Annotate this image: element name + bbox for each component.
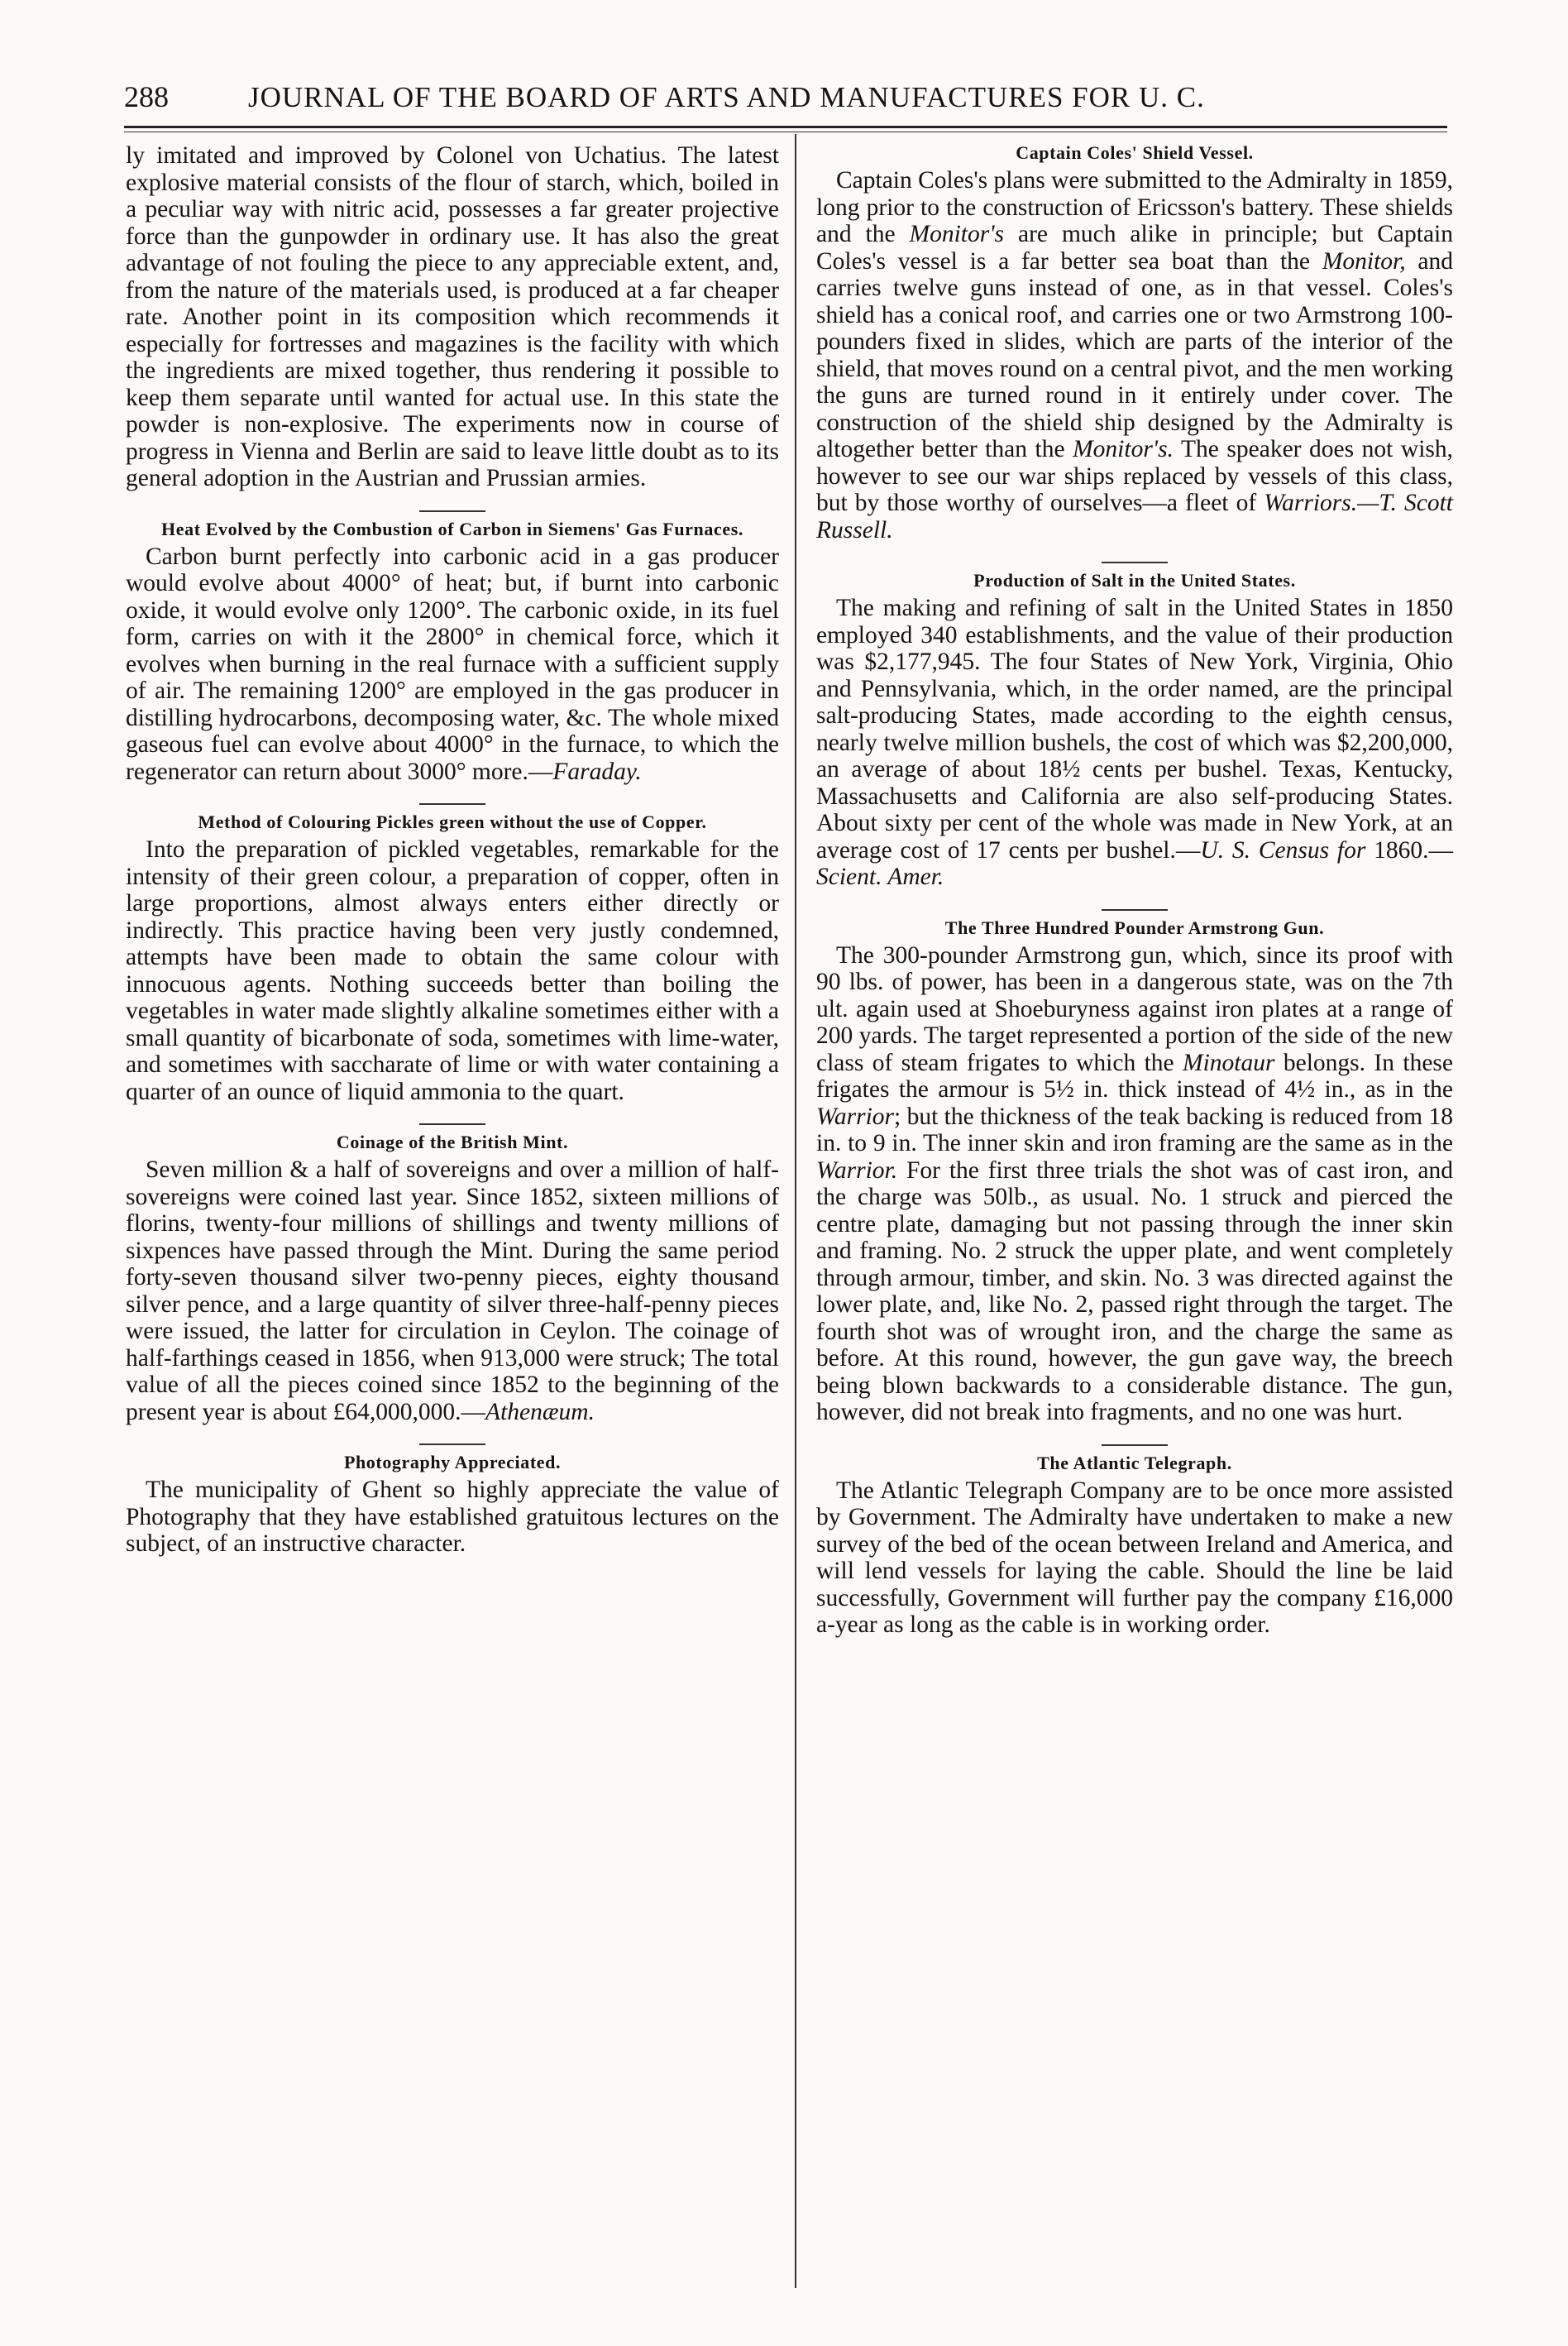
running-head: JOURNAL OF THE BOARD OF ARTS AND MANUFACTURES FOR U. C. (248, 81, 1205, 113)
article-salt (816, 570, 1453, 891)
article-armstrong-gun (816, 917, 1453, 1426)
article-separator (1102, 909, 1168, 911)
article-body: Carbon burnt perfectly into carbonic acid in a gas producer would evolve about 4000° of heat; but, if burnt into carbonic oxide, it would evolve only 1200°. The carbonic oxide, in its fuel form, carries on with it the 2800° in chemical force, which it evolves when burning in the real furnace with a sufficient supply of air. The remaining 1200° are employed in the gas producer in distilling hydrocarbons, decomposing water, &c. The whole mixed gaseous fuel can evolve about 4000° in the furnace, to which the regenerator can return about 3000° more.—Faraday. (126, 543, 779, 785)
left-column (126, 142, 779, 1558)
article-separator (419, 510, 485, 512)
article-separator (419, 803, 485, 805)
article-continuation (126, 142, 779, 492)
article-headline: Production of Salt in the United States. (973, 570, 1296, 591)
article-headline: The Atlantic Telegraph. (1037, 1452, 1232, 1473)
article-headline: Captain Coles' Shield Vessel. (1016, 142, 1254, 163)
article-separator (1102, 1444, 1168, 1446)
article-body: The 300-pounder Armstrong gun, which, since its proof with 90 lbs. of power, has been in a dangerous state, was on the 7th ult. again used at Shoeburyness against iron plates at a range of 200 yards. The target represented a portion of the side of the new class of steam frigates to which the Minotaur belongs. In these frigates the armour is 5½ in. thick instead of 4½ in., as in the Warrior; but the thickness of the teak backing is reduced from 18 in. to 9 in. The inner skin and iron framing are the same as in the Warrior. For the first three trials the shot was of cast iron, and the charge was 50lb., as usual. No. 1 struck and pierced the centre plate, damaging but not passing through the inner skin and framing. No. 2 struck the upper plate, and went completely through armour, timber, and skin. No. 3 was directed against the lower plate, and, like No. 2, passed right through the target. The fourth shot was of wrought iron, and the charge the same as before. At this round, however, the gun gave way, the breech being blown backwards to a considerable distance. The gun, however, did not break into fragments, and no one was hurt. (816, 941, 1453, 1425)
article-photography (126, 1452, 779, 1558)
article-british-mint (126, 1132, 779, 1425)
article-body: Seven million & a half of sovereigns and over a million of half-sovereigns were coined last year. Since 1852, sixteen millions of florins, twenty-four millions of shillings and twenty millions of sixpences have passed through the Mint. During the same period forty-seven thousand silver two-penny pieces, eighty thousand silver pence, and a large quantity of silver three-half-penny pieces were issued, the latter for circulation in Ceylon. The coinage of half-farthings ceased in 1856, when 913,000 were struck; The total value of all the pieces coined since 1852 to the beginning of the present year is about £64,000,000.—Athenæum. (126, 1156, 779, 1425)
article-source: Athenæum. (485, 1398, 595, 1425)
article-body: Into the preparation of pickled vegetables, remarkable for the intensity of their green colour, a preparation of copper, often in large proportions, almost always enters either directly or indirectly. This practice having been very justly condemned, attempts have been made to obtain the same colour with innocuous agents. Nothing succeeds better than boiling the vegetables in water made slightly alkaline sometimes either with a small quantity of bicarbonate of soda, sometimes with lime-water, and sometimes with saccharate of lime or with water containing a quarter of an ounce of liquid ammonia to the quart. (126, 836, 779, 1105)
article-headline: Method of Colouring Pickles green without the use of Copper. (198, 812, 707, 832)
article-separator (419, 1123, 485, 1125)
header-rule (124, 126, 1447, 128)
article-coles-shield (816, 142, 1453, 543)
article-atlantic-telegraph (816, 1453, 1453, 1639)
article-headline: The Three Hundred Pounder Armstrong Gun. (944, 917, 1325, 938)
article-body: ly imitated and improved by Colonel von Uchatius. The latest explosive material consists of the flour of starch, which, boiled in a peculiar way with nitric acid, possesses a far greater projective force than the gunpowder in ordinary use. It has also the great advantage of not fouling the piece to any appreciable extent, and, from the nature of the materials used, is produced at a far cheaper rate. Another point in its composition which recommends it especially for fortresses and magazines is the facility with which the ingredients are mixed together, thus rendering it possible to keep them separate until wanted for actual use. In this state the powder is non-explosive. The experiments now in course of progress in Vienna and Berlin are said to leave little doubt as to its general adoption in the Austrian and Prussian armies. (126, 142, 779, 491)
article-source: Scient. Amer. (816, 864, 944, 890)
article-source: Warriors.—T. Scott Russell. (816, 490, 1453, 543)
article-headline: Heat Evolved by the Combustion of Carbon in Siemens' Gas Furnaces. (161, 518, 743, 539)
page-number: 288 (124, 80, 169, 113)
article-pickles (126, 812, 779, 1105)
article-body: The making and refining of salt in the United States in 1850 employed 340 establishments, and the value of their production was $2,177,945. The four States of New York, Virginia, Ohio and Pennsylvania, which, in the order named, are the principal salt-producing States, made according to the eighth census, nearly twelve million bushels, the cost of which was $2,200,000, an average of about 18½ cents per bushel. Texas, Kentucky, Massachusetts and California are also self-producing States. About sixty per cent of the whole was made in New York, at an average cost of 17 cents per bushel.—U. S. Census for 1860.—Scient. Amer. (816, 595, 1454, 890)
page-header (124, 79, 1447, 121)
right-column (816, 142, 1453, 1639)
column-divider (795, 134, 796, 2288)
article-body: The municipality of Ghent so highly appreciate the value of Photography that they have established gratuitous lectures on the subject, of an instructive character. (126, 1477, 779, 1557)
article-body: Captain Coles's plans were submitted to the Admiralty in 1859, long prior to the construction of Ericsson's battery. These shields and the Monitor's are much alike in principle; but Captain Coles's vessel is a far better sea boat than the Monitor, and carries twelve guns instead of one, as in that vessel. Coles's shield has a conical roof, and carries one or two Armstrong 100-pounders fixed in slides, which are parts of the interior of the shield, that moves round on a central pivot, and the men working the guns are turned round in it entirely under cover. The construction of the shield ship designed by the Admiralty is altogether better than the Monitor's. The speaker does not wish, however to see our war ships replaced by vessels of this class, but by those worthy of ourselves—a fleet of Warriors.—T. Scott Russell. (816, 167, 1453, 543)
article-headline: Photography Appreciated. (343, 1452, 562, 1472)
article-heat-evolved (126, 519, 779, 786)
article-body: The Atlantic Telegraph Company are to be once more assisted by Government. The Admiralty have undertaken to make a new survey of the bed of the ocean between Ireland and America, and will lend vessels for laying the cable. Should the line be laid successfully, Government will further pay the company £16,000 a-year as long as the cable is in working order. (816, 1477, 1453, 1638)
article-headline: Coinage of the British Mint. (336, 1132, 569, 1152)
article-separator (1102, 562, 1168, 563)
article-source: Faraday. (552, 758, 642, 785)
article-separator (419, 1444, 485, 1445)
